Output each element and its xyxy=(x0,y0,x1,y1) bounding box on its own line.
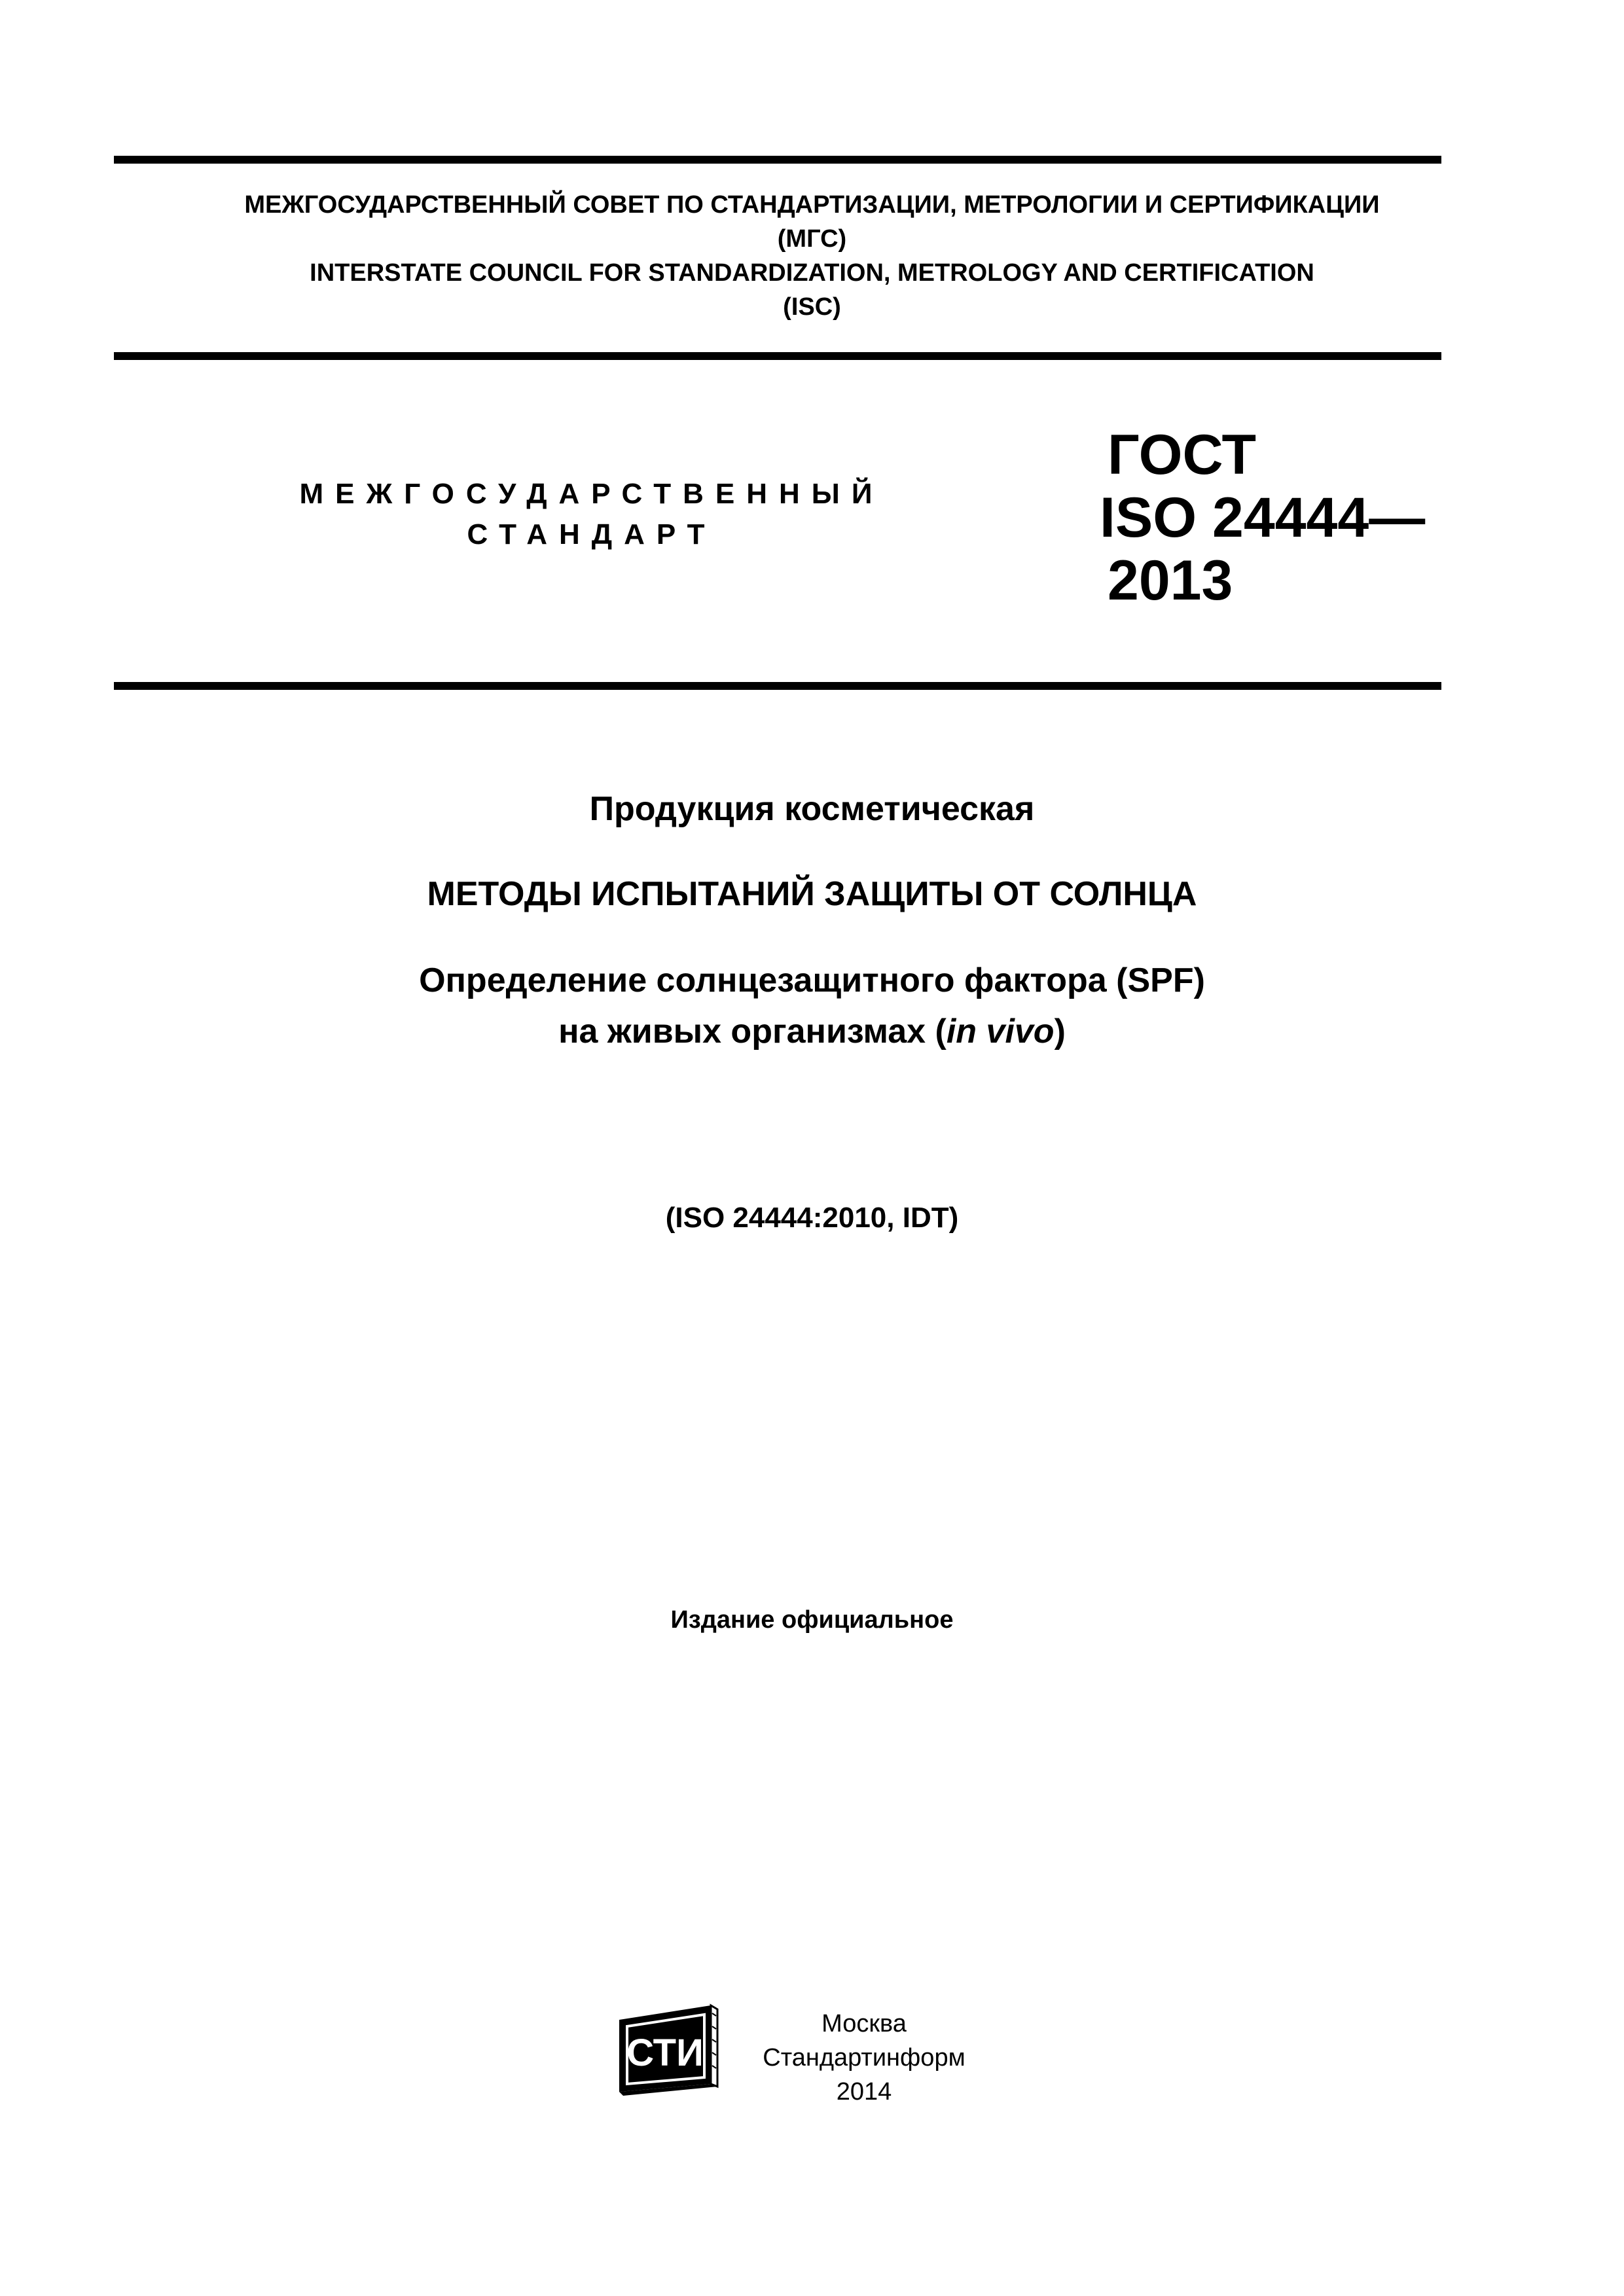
council-abbr-en: (ISC) xyxy=(783,293,841,321)
designation-line2: ISO 24444— xyxy=(1100,486,1426,549)
designation-line1: ГОСТ xyxy=(1108,423,1257,486)
standard-kind-line2: СТАНДАРТ xyxy=(467,518,717,550)
council-name-en: INTERSTATE COUNCIL FOR STANDARDIZATION, METROLOGY AND CERTIFICATION xyxy=(310,259,1314,287)
standard-kind-line1: МЕЖГОСУДАРСТВЕННЫЙ xyxy=(299,478,884,510)
imprint-city: Москва xyxy=(821,2010,907,2037)
title-subject-prefix: на живых организмах ( xyxy=(558,1013,947,1050)
imprint-year: 2014 xyxy=(836,2078,892,2106)
title-subject-italic: in vivo xyxy=(946,1013,1055,1050)
iso-reference: (ISO 24444:2010, IDT) xyxy=(665,1202,959,1234)
imprint-publisher: Стандартинформ xyxy=(763,2044,965,2072)
title-subject-suffix: ) xyxy=(1054,1013,1066,1050)
top-rule xyxy=(114,156,1441,164)
title-methods: МЕТОДЫ ИСПЫТАНИЙ ЗАЩИТЫ ОТ СОЛНЦА xyxy=(427,875,1197,913)
standartinform-logo-icon xyxy=(613,2000,720,2096)
designation-rule xyxy=(114,682,1441,690)
logo-lettering: СТИ xyxy=(626,2032,704,2074)
title-product: Продукция косметическая xyxy=(589,790,1035,828)
header-rule xyxy=(114,352,1441,360)
title-subject: Определение солнцезащитного фактора (SPF) xyxy=(419,961,1205,999)
designation-line3: 2013 xyxy=(1108,549,1233,612)
standard-designation xyxy=(1100,425,1425,610)
council-abbr-ru: (МГС) xyxy=(777,225,847,253)
council-name-ru: МЕЖГОСУДАРСТВЕННЫЙ СОВЕТ ПО СТАНДАРТИЗАЦИИ, МЕТРОЛОГИИ И СЕРТИФИКАЦИИ xyxy=(244,191,1380,219)
standard-kind xyxy=(264,474,919,555)
edition-note: Издание официальное xyxy=(670,1606,954,1634)
imprint xyxy=(746,2007,982,2109)
title-subject-cont xyxy=(0,1012,1624,1051)
